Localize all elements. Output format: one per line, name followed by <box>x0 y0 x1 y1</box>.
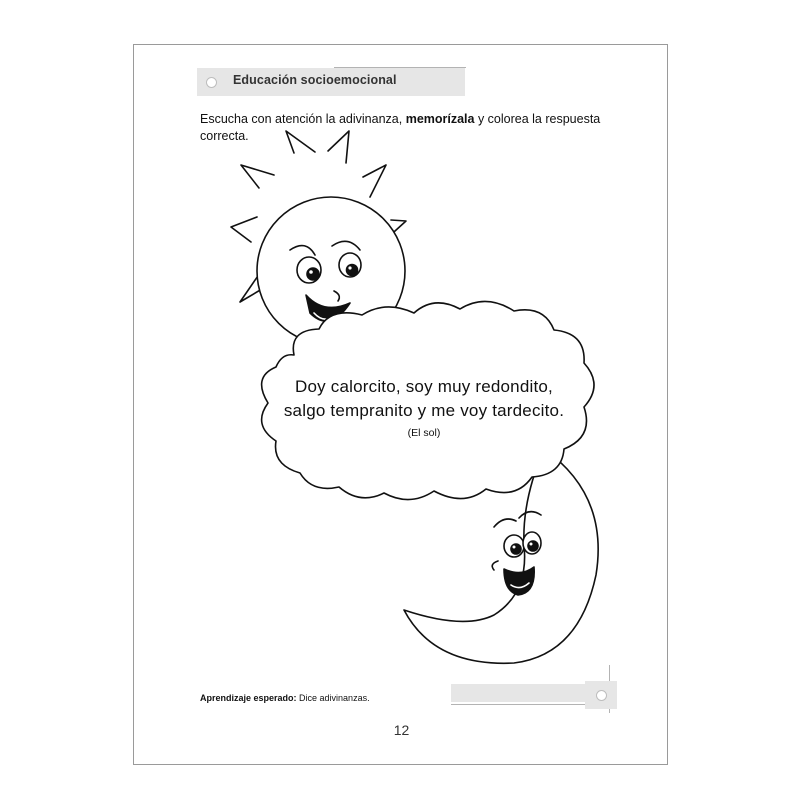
riddle-line-2: salgo tempranito y me voy tardecito. <box>283 401 565 420</box>
footer-bar <box>451 684 603 702</box>
footer-bullet-icon <box>596 690 607 701</box>
riddle-answer: (El sol) <box>407 427 441 439</box>
instruction-part2: y colorea la respuesta correcta. <box>200 112 601 143</box>
learning-text: Dice adivinanzas. <box>296 693 370 703</box>
instruction-part1: Escucha con atención la adivinanza, <box>200 112 406 126</box>
riddle-line-1: Doy calorcito, soy muy redondito, <box>295 377 553 396</box>
page-number: 12 <box>393 722 410 738</box>
section-title: Educación socioemocional <box>233 73 397 87</box>
instruction-emphasis: memorízala <box>405 112 475 126</box>
riddle-text <box>244 375 604 423</box>
learning-objective <box>200 693 370 703</box>
worksheet-page <box>133 44 668 765</box>
learning-label: Aprendizaje esperado: <box>200 693 297 703</box>
